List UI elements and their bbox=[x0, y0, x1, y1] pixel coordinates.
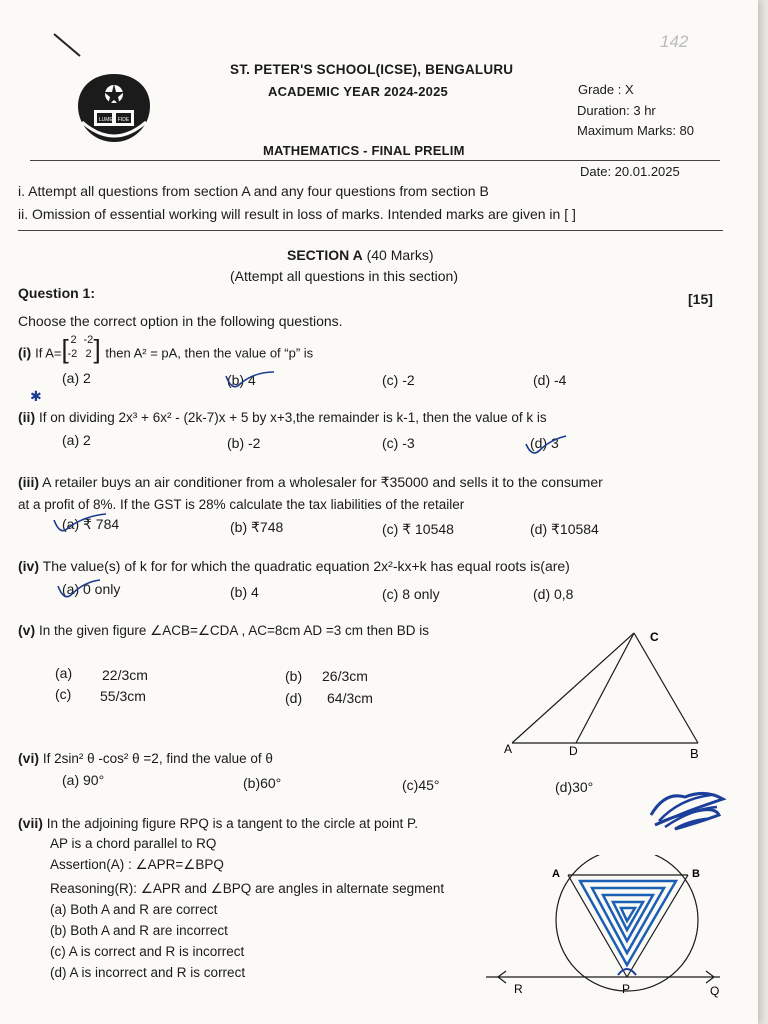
matrix-cell: -2 bbox=[83, 334, 94, 346]
q-i-option-c: (c) -2 bbox=[382, 372, 415, 388]
q-i-number: (i) bbox=[18, 344, 32, 361]
q-v-option-d-label: (d) bbox=[285, 690, 303, 706]
q-i-post: then A² = pA, then the value of “p” is bbox=[105, 345, 314, 361]
point-b-label: B bbox=[692, 868, 700, 880]
point-a-label: A bbox=[552, 868, 560, 880]
star-mark-icon: ✱ bbox=[30, 388, 42, 404]
q-v-option-d-value: 64/3cm bbox=[327, 690, 373, 706]
q-v-number: (v) bbox=[18, 622, 36, 638]
grade: Grade : X bbox=[578, 82, 634, 97]
q-ii-option-c: (c) -3 bbox=[382, 435, 415, 451]
pen-mark-icon bbox=[50, 30, 90, 60]
q-iii-option-b: (b) ₹748 bbox=[230, 519, 284, 535]
q-i-option-a: (a) 2 bbox=[62, 370, 91, 386]
q-ii-stem bbox=[18, 409, 547, 425]
header-rule bbox=[30, 160, 720, 161]
vertex-b-label: B bbox=[690, 746, 699, 761]
q-vi-option-a: (a) 90° bbox=[62, 772, 105, 788]
q-v-option-b-value: 26/3cm bbox=[322, 668, 368, 684]
matrix-cell: -2 bbox=[67, 348, 78, 360]
q-iv-option-d: (d) 0,8 bbox=[533, 586, 574, 602]
tick-mark-icon bbox=[50, 510, 110, 536]
q-iii-number: (iii) bbox=[18, 474, 39, 490]
q-v-option-c-value: 55/3cm bbox=[100, 688, 146, 704]
q-ii-number: (ii) bbox=[18, 409, 36, 425]
q-v-option-c-label: (c) bbox=[55, 686, 72, 702]
tick-mark-icon bbox=[220, 366, 280, 392]
q-iii-option-c: (c) ₹ 10548 bbox=[382, 521, 454, 537]
q-iv-number: (iv) bbox=[18, 558, 39, 574]
section-heading bbox=[287, 247, 434, 263]
instructions-rule bbox=[18, 230, 723, 231]
duration: Duration: 3 hr bbox=[577, 103, 656, 118]
section-title: SECTION A bbox=[287, 247, 363, 263]
q-ii-option-d: (d) 3 bbox=[530, 435, 559, 451]
subject-title: MATHEMATICS - FINAL PRELIM bbox=[263, 143, 465, 158]
matrix-cell: 2 bbox=[70, 334, 77, 346]
q-vi-stem bbox=[18, 750, 273, 766]
q-vii-option-b: (b) Both A and R are incorrect bbox=[50, 923, 228, 938]
q-vi-option-c: (c)45° bbox=[402, 777, 440, 793]
q-v-stem bbox=[18, 622, 429, 639]
section-marks: (40 Marks) bbox=[366, 247, 434, 263]
q-ii-option-a: (a) 2 bbox=[62, 432, 91, 448]
q-v-option-b-label: (b) bbox=[285, 668, 303, 684]
q-iv-option-b: (b) 4 bbox=[230, 584, 259, 600]
school-logo-icon bbox=[74, 70, 154, 146]
q-iii-stem bbox=[18, 474, 603, 491]
point-q-label: Q bbox=[710, 984, 720, 998]
tick-mark-icon bbox=[54, 576, 104, 602]
q-vii-stem bbox=[18, 815, 418, 831]
q-ii-option-b: (b) -2 bbox=[227, 435, 261, 451]
question-1-intro: Choose the correct option in the following questions. bbox=[18, 313, 343, 329]
vertex-d-label: D bbox=[569, 744, 578, 758]
q-i-pre: If A= bbox=[35, 345, 62, 361]
scribble-mark-icon bbox=[645, 785, 730, 835]
q-iv-stem bbox=[18, 558, 570, 574]
q-vii-line1: In the adjoining figure RPQ is a tangent to the circle at point P. bbox=[46, 816, 419, 831]
triangle-figure bbox=[498, 625, 718, 765]
q-vii-option-d: (d) A is incorrect and R is correct bbox=[50, 965, 246, 980]
school-name: ST. PETER'S SCHOOL(ICSE), BENGALURU bbox=[230, 62, 514, 77]
logo-text: LUMEN FIDE bbox=[98, 117, 130, 123]
exam-date: Date: 20.01.2025 bbox=[580, 164, 680, 179]
q-i-option-b: (b) 4 bbox=[227, 372, 256, 388]
circle-tangent-figure bbox=[480, 855, 730, 1000]
tick-mark-icon bbox=[522, 432, 572, 458]
question-1-label: Question 1: bbox=[18, 285, 96, 301]
matrix-a: [ 2 -2 -2 2 ] bbox=[61, 334, 101, 364]
instruction-1: i. Attempt all questions from section A and any four questions from section B bbox=[18, 183, 489, 199]
vertex-a-label: A bbox=[504, 742, 513, 756]
point-p-label: P bbox=[622, 982, 631, 996]
q-v-option-a-value: 22/3cm bbox=[102, 667, 148, 683]
question-1-marks: [15] bbox=[688, 291, 713, 307]
q-vii-line2: AP is a chord parallel to RQ bbox=[50, 836, 217, 851]
q-i-option-d: (d) -4 bbox=[533, 372, 567, 388]
academic-year: ACADEMIC YEAR 2024-2025 bbox=[268, 84, 448, 99]
q-vii-reasoning: Reasoning(R): ∠APR and ∠BPQ are angles in alternate segment bbox=[50, 881, 445, 896]
q-iv-option-a: (a) 0 only bbox=[62, 581, 121, 597]
q-v-text: In the given figure ∠ACB=∠CDA , AC=8cm AD =3 cm then BD is bbox=[39, 623, 430, 638]
q-iii-line2: at a profit of 8%. If the GST is 28% calculate the tax liabilities of the retailer bbox=[18, 497, 465, 512]
section-note: (Attempt all questions in this section) bbox=[230, 268, 458, 284]
q-iii-option-a: (a) ₹ 784 bbox=[62, 516, 120, 532]
vertex-c-label: C bbox=[650, 630, 659, 644]
matrix-cell: 2 bbox=[85, 348, 92, 360]
q-vii-assertion: Assertion(A) : ∠APR=∠BPQ bbox=[50, 857, 224, 872]
page-number: 142 bbox=[660, 32, 689, 51]
q-vi-option-b: (b)60° bbox=[243, 775, 282, 791]
q-i-stem bbox=[18, 334, 314, 366]
instruction-2: ii. Omission of essential working will result in loss of marks. Intended marks are given in [ ] bbox=[18, 206, 576, 222]
q-vi-number: (vi) bbox=[18, 750, 39, 766]
point-r-label: R bbox=[514, 982, 523, 996]
q-vii-option-c: (c) A is correct and R is incorrect bbox=[50, 944, 245, 959]
max-marks: Maximum Marks: 80 bbox=[577, 123, 695, 138]
q-ii-text: If on dividing 2x³ + 6x² - (2k-7)x + 5 by x+3,the remainder is k-1, then the value of k is bbox=[39, 410, 547, 425]
q-v-option-a-label: (a) bbox=[55, 665, 73, 681]
q-vi-text: If 2sin² θ -cos² θ =2, find the value of θ bbox=[42, 751, 273, 766]
q-vii-number: (vii) bbox=[18, 815, 43, 831]
q-iii-option-d: (d) ₹10584 bbox=[530, 521, 599, 537]
q-vii-option-a: (a) Both A and R are correct bbox=[50, 902, 218, 917]
q-vi-option-d: (d)30° bbox=[555, 779, 594, 795]
q-iv-text: The value(s) of k for for which the quadratic equation 2x²-kx+k has equal roots is(are) bbox=[42, 558, 570, 574]
q-iv-option-c: (c) 8 only bbox=[382, 586, 440, 602]
q-iii-line1: A retailer buys an air conditioner from a wholesaler for ₹35000 and sells it to the consumer bbox=[42, 474, 603, 490]
